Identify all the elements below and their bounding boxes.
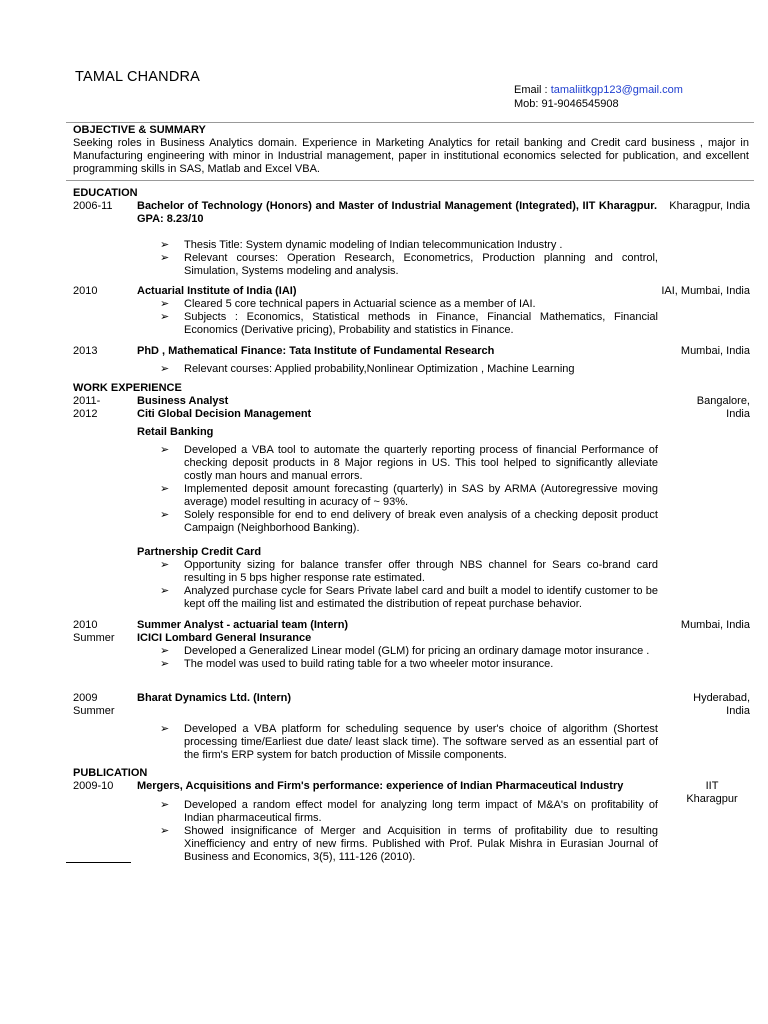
arrow-bullet-icon: ➢ — [160, 483, 170, 495]
edu-bullets — [160, 298, 658, 337]
education-heading: EDUCATION — [73, 187, 138, 199]
arrow-bullet-icon: ➢ — [160, 658, 170, 670]
publication-date: 2009-10 — [73, 780, 114, 792]
section-divider — [66, 122, 754, 123]
sub-heading: Partnership Credit Card — [137, 546, 262, 558]
edu-date: 2013 — [73, 345, 98, 357]
work-date: 2009 Summer — [73, 692, 115, 717]
arrow-bullet-icon: ➢ — [160, 799, 170, 811]
contact-block — [514, 84, 683, 111]
arrow-bullet-icon: ➢ — [160, 239, 170, 251]
list-item: ➢ Developed a Generalized Linear model (GLM) for pricing an ordinary damage motor insurance . — [160, 645, 650, 657]
list-item: ➢ Cleared 5 core technical papers in Actuarial science as a member of IAI. — [160, 298, 536, 310]
arrow-bullet-icon: ➢ — [160, 645, 170, 657]
work-bullets — [160, 559, 658, 611]
mobile-line: Mob: 91-9046545908 — [514, 97, 619, 110]
edu-date: 2010 — [73, 285, 98, 297]
edu-title: Actuarial Institute of India (IAI) — [137, 285, 297, 297]
edu-location: IAI, Mumbai, India — [661, 285, 750, 297]
objective-text: Seeking roles in Business Analytics domain. Experience in Marketing Analytics for retail banking and Credit card business , major in Manufacturing engineering with minor in Industrial management, paper in institutional economics selected for publication, and excellent programming skills in SAS, Matlab and Excel VBA. — [73, 137, 749, 175]
arrow-bullet-icon: ➢ — [160, 444, 170, 456]
list-item: ➢ Relevant courses: Operation Research, Econometrics, Production planning and control, Simulation, Systems modeling and analysis. — [160, 252, 658, 277]
email-label: Email : — [514, 84, 551, 96]
candidate-name: TAMAL CHANDRA — [75, 69, 201, 85]
work-bullets — [160, 444, 658, 535]
list-item: ➢ Analyzed purchase cycle for Sears Private label card and built a model to identify customer to be kept off the mailing list and estimated the distribution of repeat purchase behavior. — [160, 585, 658, 610]
list-item: ➢ Implemented deposit amount forecasting (quarterly) in SAS by ARMA (Autoregressive moving average) model resulting in acuracy of ~ 93%. — [160, 483, 658, 508]
list-item: ➢ Opportunity sizing for balance transfer offer through NBS channel for Sears co-brand card resulting in 5 bps higher response rate estimated. — [160, 559, 658, 584]
work-location: Bangalore, India — [696, 395, 750, 420]
work-heading: WORK EXPERIENCE — [73, 382, 182, 394]
list-item: ➢ Subjects : Economics, Statistical methods in Finance, Financial Mathematics, Financial Economics (Derivative pricing), Probability and statistics in Finance. — [160, 311, 658, 336]
edu-location: Kharagpur, India — [669, 200, 750, 212]
sub-heading: Retail Banking — [137, 426, 214, 438]
arrow-bullet-icon: ➢ — [160, 298, 170, 310]
work-location: Mumbai, India — [680, 619, 750, 631]
edu-title: Bachelor of Technology (Honors) and Master of Industrial Management (Integrated), IIT Kharagpur. GPA: 8.23/10 — [137, 200, 657, 225]
list-item: ➢ Showed insignificance of Merger and Acquisition in terms of profitability due to resulting Xinefficiency and entry of new firms. Published with Prof. Pulak Mishra in Eurasian Journal of Business and Economics, 3(5), 111-126 (2010). — [160, 825, 658, 863]
list-item: ➢ Developed a random effect model for analyzing long term impact of M&A's on profitability of Indian pharmaceutical firms. — [160, 799, 658, 824]
list-item: ➢ Developed a VBA platform for scheduling sequence by user's choice of algorithm (Shortest processing time/Earliest due date/ least slack time). The software served as an essential part of the firm's ERP system for batch production of Missile components. — [160, 723, 658, 761]
section-divider — [66, 180, 754, 181]
arrow-bullet-icon: ➢ — [160, 585, 170, 597]
list-item: ➢ Relevant courses: Applied probability,Nonlinear Optimization , Machine Learning — [160, 363, 575, 375]
publication-heading: PUBLICATION — [73, 767, 148, 779]
list-item: ➢ Thesis Title: System dynamic modeling of Indian telecommunication Industry . — [160, 239, 563, 251]
edu-title: PhD , Mathematical Finance: Tata Institute of Fundamental Research — [137, 345, 495, 357]
list-item: ➢ Developed a VBA tool to automate the quarterly reporting process of financial Performance of checking deposit products in 8 Major regions in US. This tool helped to significantly alleviate costly man hours and manual errors. — [160, 444, 658, 482]
job-title: Summer Analyst - actuarial team (Intern) — [137, 619, 349, 631]
edu-location: Mumbai, India — [680, 345, 750, 357]
company-name: ICICI Lombard General Insurance — [137, 632, 312, 644]
work-bullets — [160, 723, 658, 762]
edu-bullets — [160, 363, 658, 376]
publication-bullets — [160, 799, 658, 864]
arrow-bullet-icon: ➢ — [160, 723, 170, 735]
arrow-bullet-icon: ➢ — [160, 363, 170, 375]
job-title: Business Analyst — [137, 395, 229, 407]
publication-title: Mergers, Acquisitions and Firm's performance: experience of Indian Pharmaceutical Industry — [137, 780, 624, 792]
email-link[interactable]: tamaliitkgp123@gmail.com — [550, 84, 683, 96]
work-bullets — [160, 645, 658, 671]
edu-date: 2006-11 — [73, 200, 113, 212]
arrow-bullet-icon: ➢ — [160, 825, 170, 837]
company-name: Citi Global Decision Management — [137, 408, 312, 420]
arrow-bullet-icon: ➢ — [160, 559, 170, 571]
list-item: ➢ Solely responsible for end to end delivery of break even analysis of a checking deposit product Campaign (Neighborhood Banking). — [160, 509, 658, 534]
job-title: Bharat Dynamics Ltd. (Intern) — [137, 692, 292, 704]
arrow-bullet-icon: ➢ — [160, 252, 170, 264]
footnote-separator — [66, 862, 131, 863]
arrow-bullet-icon: ➢ — [160, 311, 170, 323]
email-line — [514, 84, 683, 98]
work-location: Hyderabad, India — [693, 692, 750, 717]
work-date: 2010 Summer — [73, 619, 115, 644]
list-item: ➢ The model was used to build rating table for a two wheeler motor insurance. — [160, 658, 554, 670]
work-date: 2011- 2012 — [73, 395, 101, 420]
arrow-bullet-icon: ➢ — [160, 509, 170, 521]
objective-heading: OBJECTIVE & SUMMARY — [73, 124, 206, 136]
publication-location: IIT Kharagpur — [686, 780, 738, 805]
edu-bullets — [160, 239, 658, 278]
